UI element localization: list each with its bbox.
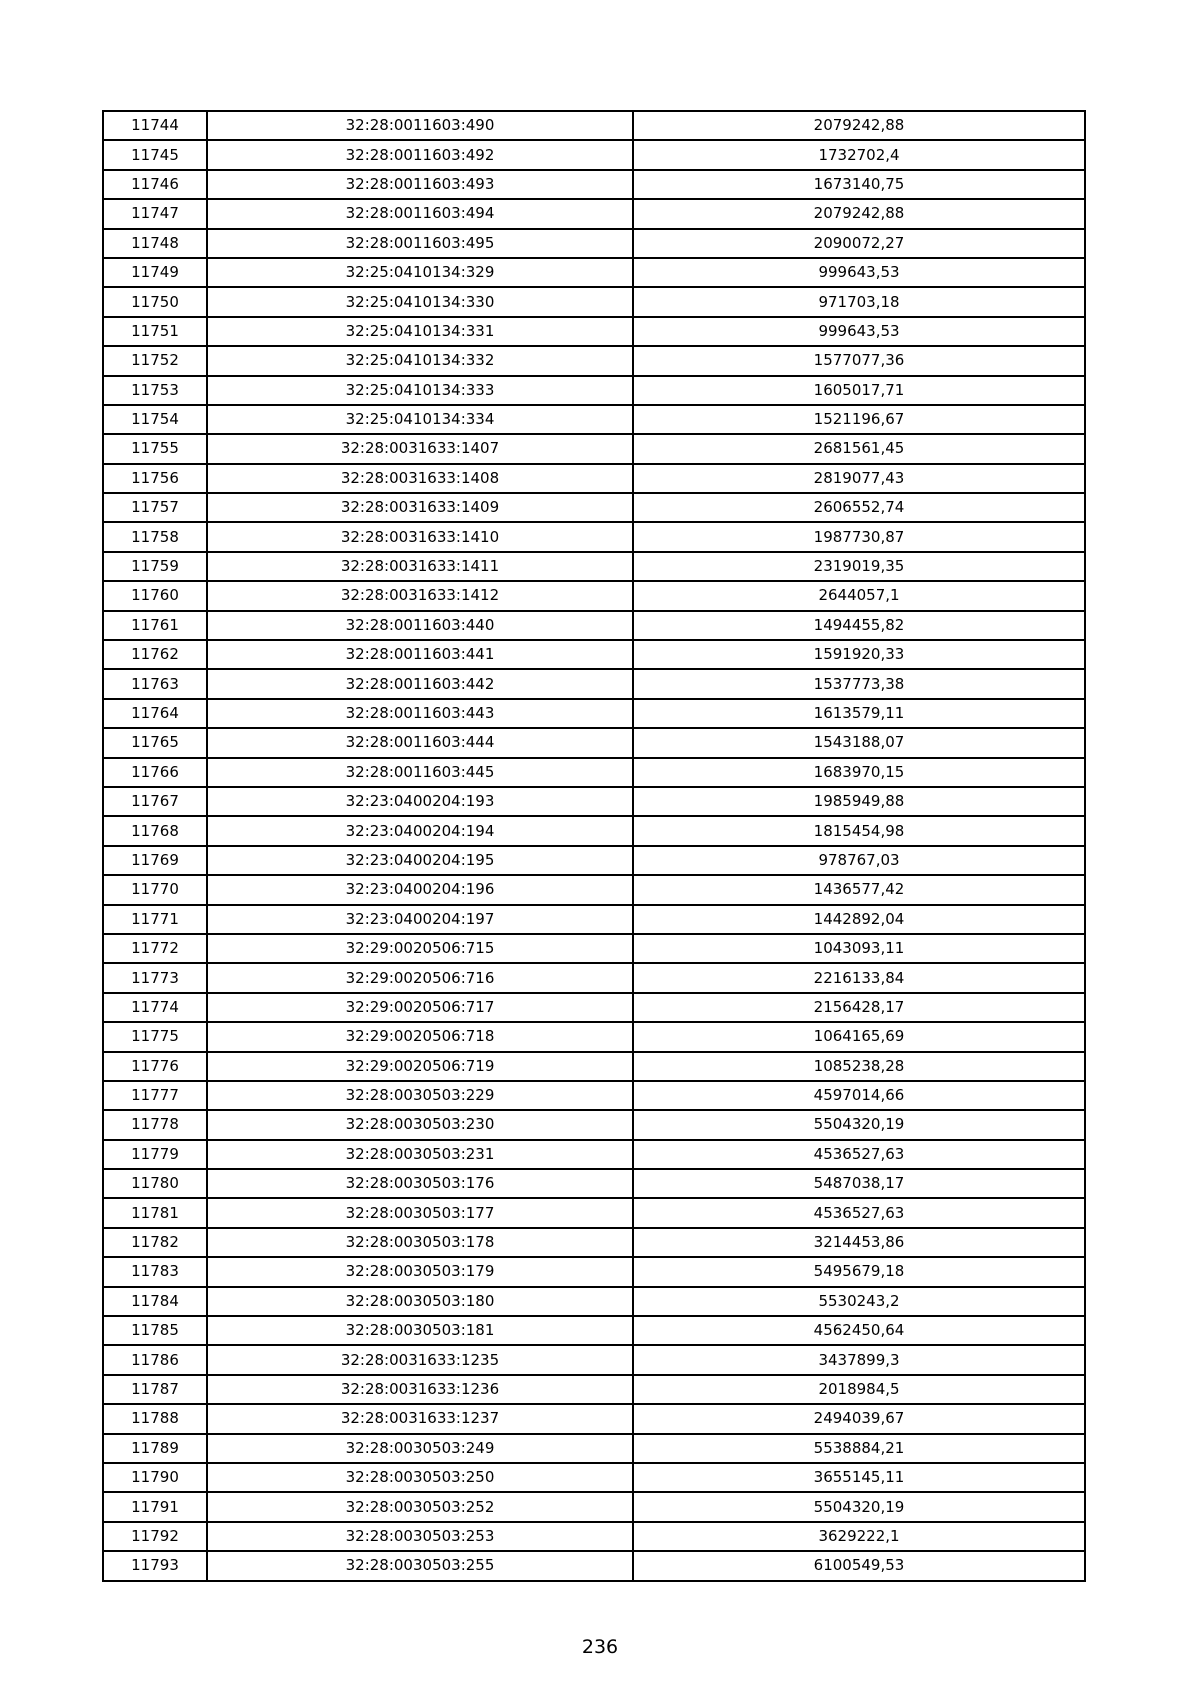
table-row xyxy=(103,1375,1085,1404)
table-row xyxy=(103,464,1085,493)
value-cell: 3655145,11 xyxy=(633,1463,1085,1492)
value-cell: 2156428,17 xyxy=(633,993,1085,1022)
value-cell: 5538884,21 xyxy=(633,1434,1085,1463)
value-cell: 1085238,28 xyxy=(633,1052,1085,1081)
table-row xyxy=(103,170,1085,199)
cadastral-number-cell: 32:28:0030503:255 xyxy=(207,1551,633,1580)
value-cell: 999643,53 xyxy=(633,258,1085,287)
row-index-cell: 11759 xyxy=(103,552,207,581)
cadastral-number-cell: 32:28:0011603:493 xyxy=(207,170,633,199)
table-row xyxy=(103,1551,1085,1580)
table-row xyxy=(103,1257,1085,1286)
value-cell: 1537773,38 xyxy=(633,669,1085,698)
value-cell: 1605017,71 xyxy=(633,376,1085,405)
cadastral-number-cell: 32:28:0030503:252 xyxy=(207,1492,633,1521)
value-cell: 1543188,07 xyxy=(633,728,1085,757)
row-index-cell: 11762 xyxy=(103,640,207,669)
row-index-cell: 11774 xyxy=(103,993,207,1022)
row-index-cell: 11788 xyxy=(103,1404,207,1433)
table-row xyxy=(103,1287,1085,1316)
cadastral-number-cell: 32:28:0011603:441 xyxy=(207,640,633,669)
row-index-cell: 11768 xyxy=(103,816,207,845)
table-row xyxy=(103,258,1085,287)
row-index-cell: 11769 xyxy=(103,846,207,875)
table-row xyxy=(103,787,1085,816)
table-row xyxy=(103,199,1085,228)
row-index-cell: 11785 xyxy=(103,1316,207,1345)
value-cell: 2681561,45 xyxy=(633,434,1085,463)
cadastral-number-cell: 32:28:0031633:1409 xyxy=(207,493,633,522)
cadastral-number-cell: 32:28:0011603:445 xyxy=(207,758,633,787)
cadastral-number-cell: 32:28:0031633:1410 xyxy=(207,522,633,551)
table-row xyxy=(103,875,1085,904)
cadastral-number-cell: 32:28:0030503:249 xyxy=(207,1434,633,1463)
cadastral-number-cell: 32:28:0011603:494 xyxy=(207,199,633,228)
value-cell: 2216133,84 xyxy=(633,963,1085,992)
value-cell: 5487038,17 xyxy=(633,1169,1085,1198)
row-index-cell: 11792 xyxy=(103,1522,207,1551)
table-row xyxy=(103,1492,1085,1521)
value-cell: 4536527,63 xyxy=(633,1140,1085,1169)
table-row xyxy=(103,963,1085,992)
row-index-cell: 11787 xyxy=(103,1375,207,1404)
cadastral-number-cell: 32:28:0030503:176 xyxy=(207,1169,633,1198)
cadastral-number-cell: 32:28:0030503:250 xyxy=(207,1463,633,1492)
row-index-cell: 11756 xyxy=(103,464,207,493)
row-index-cell: 11751 xyxy=(103,317,207,346)
cadastral-number-cell: 32:23:0400204:197 xyxy=(207,905,633,934)
table-row xyxy=(103,1434,1085,1463)
value-cell: 1683970,15 xyxy=(633,758,1085,787)
value-cell: 1613579,11 xyxy=(633,699,1085,728)
cadastral-number-cell: 32:28:0031633:1412 xyxy=(207,581,633,610)
table-row xyxy=(103,611,1085,640)
value-cell: 2644057,1 xyxy=(633,581,1085,610)
table-row xyxy=(103,1110,1085,1139)
cadastral-number-cell: 32:29:0020506:715 xyxy=(207,934,633,963)
value-cell: 1442892,04 xyxy=(633,905,1085,934)
value-cell: 1064165,69 xyxy=(633,1022,1085,1051)
value-cell: 2079242,88 xyxy=(633,199,1085,228)
table-row xyxy=(103,552,1085,581)
row-index-cell: 11775 xyxy=(103,1022,207,1051)
cadastral-number-cell: 32:28:0030503:230 xyxy=(207,1110,633,1139)
cadastral-number-cell: 32:28:0031633:1235 xyxy=(207,1345,633,1374)
row-index-cell: 11765 xyxy=(103,728,207,757)
row-index-cell: 11758 xyxy=(103,522,207,551)
table-row xyxy=(103,1522,1085,1551)
row-index-cell: 11780 xyxy=(103,1169,207,1198)
cadastral-number-cell: 32:28:0011603:444 xyxy=(207,728,633,757)
table-row xyxy=(103,846,1085,875)
value-cell: 5504320,19 xyxy=(633,1492,1085,1521)
table-row xyxy=(103,581,1085,610)
table-row xyxy=(103,1169,1085,1198)
table-row xyxy=(103,758,1085,787)
row-index-cell: 11771 xyxy=(103,905,207,934)
cadastral-number-cell: 32:25:0410134:330 xyxy=(207,287,633,316)
table-row xyxy=(103,493,1085,522)
cadastral-number-cell: 32:23:0400204:196 xyxy=(207,875,633,904)
page-number: 236 xyxy=(581,1636,619,1658)
value-cell: 3214453,86 xyxy=(633,1228,1085,1257)
cadastral-number-cell: 32:28:0011603:442 xyxy=(207,669,633,698)
row-index-cell: 11746 xyxy=(103,170,207,199)
row-index-cell: 11747 xyxy=(103,199,207,228)
row-index-cell: 11786 xyxy=(103,1345,207,1374)
value-cell: 4597014,66 xyxy=(633,1081,1085,1110)
cadastral-number-cell: 32:28:0030503:179 xyxy=(207,1257,633,1286)
table-row xyxy=(103,1316,1085,1345)
value-cell: 1815454,98 xyxy=(633,816,1085,845)
row-index-cell: 11790 xyxy=(103,1463,207,1492)
table-row xyxy=(103,1052,1085,1081)
cadastral-number-cell: 32:28:0030503:231 xyxy=(207,1140,633,1169)
cadastral-number-cell: 32:28:0011603:490 xyxy=(207,111,633,140)
table-row xyxy=(103,993,1085,1022)
table-row xyxy=(103,1228,1085,1257)
row-index-cell: 11791 xyxy=(103,1492,207,1521)
cadastral-number-cell: 32:28:0031633:1407 xyxy=(207,434,633,463)
table-row xyxy=(103,434,1085,463)
row-index-cell: 11763 xyxy=(103,669,207,698)
row-index-cell: 11777 xyxy=(103,1081,207,1110)
value-cell: 1043093,11 xyxy=(633,934,1085,963)
value-cell: 2018984,5 xyxy=(633,1375,1085,1404)
cadastral-number-cell: 32:28:0030503:253 xyxy=(207,1522,633,1551)
cadastral-number-cell: 32:28:0031633:1408 xyxy=(207,464,633,493)
cadastral-number-cell: 32:23:0400204:194 xyxy=(207,816,633,845)
table-row xyxy=(103,1081,1085,1110)
row-index-cell: 11750 xyxy=(103,287,207,316)
value-cell: 1521196,67 xyxy=(633,405,1085,434)
table-row xyxy=(103,1198,1085,1227)
row-index-cell: 11784 xyxy=(103,1287,207,1316)
value-cell: 1591920,33 xyxy=(633,640,1085,669)
value-cell: 1673140,75 xyxy=(633,170,1085,199)
cadastral-number-cell: 32:28:0031633:1237 xyxy=(207,1404,633,1433)
cadastral-number-cell: 32:28:0011603:440 xyxy=(207,611,633,640)
cadastral-number-cell: 32:23:0400204:195 xyxy=(207,846,633,875)
row-index-cell: 11772 xyxy=(103,934,207,963)
value-cell: 1985949,88 xyxy=(633,787,1085,816)
value-cell: 2606552,74 xyxy=(633,493,1085,522)
table-row xyxy=(103,405,1085,434)
value-cell: 2090072,27 xyxy=(633,229,1085,258)
value-cell: 4536527,63 xyxy=(633,1198,1085,1227)
row-index-cell: 11767 xyxy=(103,787,207,816)
row-index-cell: 11770 xyxy=(103,875,207,904)
cadastral-number-cell: 32:25:0410134:333 xyxy=(207,376,633,405)
cadastral-number-cell: 32:28:0011603:492 xyxy=(207,140,633,169)
cadastral-number-cell: 32:29:0020506:717 xyxy=(207,993,633,1022)
table-row xyxy=(103,140,1085,169)
cadastral-number-cell: 32:28:0030503:177 xyxy=(207,1198,633,1227)
value-cell: 999643,53 xyxy=(633,317,1085,346)
row-index-cell: 11749 xyxy=(103,258,207,287)
value-cell: 978767,03 xyxy=(633,846,1085,875)
row-index-cell: 11754 xyxy=(103,405,207,434)
table-row xyxy=(103,229,1085,258)
table-row xyxy=(103,317,1085,346)
value-cell: 971703,18 xyxy=(633,287,1085,316)
row-index-cell: 11748 xyxy=(103,229,207,258)
value-cell: 4562450,64 xyxy=(633,1316,1085,1345)
value-cell: 5495679,18 xyxy=(633,1257,1085,1286)
table-row xyxy=(103,905,1085,934)
row-index-cell: 11793 xyxy=(103,1551,207,1580)
row-index-cell: 11753 xyxy=(103,376,207,405)
cadastral-number-cell: 32:23:0400204:193 xyxy=(207,787,633,816)
table-row xyxy=(103,669,1085,698)
cadastral-number-cell: 32:25:0410134:334 xyxy=(207,405,633,434)
table-row xyxy=(103,699,1085,728)
table-row xyxy=(103,934,1085,963)
value-cell: 1987730,87 xyxy=(633,522,1085,551)
row-index-cell: 11781 xyxy=(103,1198,207,1227)
row-index-cell: 11745 xyxy=(103,140,207,169)
row-index-cell: 11757 xyxy=(103,493,207,522)
cadastral-number-cell: 32:28:0030503:180 xyxy=(207,1287,633,1316)
value-cell: 1732702,4 xyxy=(633,140,1085,169)
table-row xyxy=(103,1022,1085,1051)
table-row xyxy=(103,728,1085,757)
cadastral-number-cell: 32:29:0020506:716 xyxy=(207,963,633,992)
table-row xyxy=(103,376,1085,405)
cadastral-number-cell: 32:25:0410134:331 xyxy=(207,317,633,346)
row-index-cell: 11783 xyxy=(103,1257,207,1286)
row-index-cell: 11782 xyxy=(103,1228,207,1257)
cadastral-number-cell: 32:25:0410134:332 xyxy=(207,346,633,375)
cadastral-number-cell: 32:28:0030503:178 xyxy=(207,1228,633,1257)
value-cell: 5504320,19 xyxy=(633,1110,1085,1139)
row-index-cell: 11761 xyxy=(103,611,207,640)
value-cell: 2819077,43 xyxy=(633,464,1085,493)
row-index-cell: 11778 xyxy=(103,1110,207,1139)
cadastral-number-cell: 32:29:0020506:718 xyxy=(207,1022,633,1051)
cadastral-number-cell: 32:28:0011603:443 xyxy=(207,699,633,728)
row-index-cell: 11776 xyxy=(103,1052,207,1081)
table-row xyxy=(103,816,1085,845)
cadastral-number-cell: 32:28:0011603:495 xyxy=(207,229,633,258)
table-row xyxy=(103,287,1085,316)
cadastral-number-cell: 32:28:0030503:181 xyxy=(207,1316,633,1345)
table-row xyxy=(103,1345,1085,1374)
value-cell: 5530243,2 xyxy=(633,1287,1085,1316)
value-cell: 2079242,88 xyxy=(633,111,1085,140)
cadastral-number-cell: 32:28:0031633:1411 xyxy=(207,552,633,581)
value-cell: 3437899,3 xyxy=(633,1345,1085,1374)
cadastral-number-cell: 32:25:0410134:329 xyxy=(207,258,633,287)
value-cell: 1436577,42 xyxy=(633,875,1085,904)
row-index-cell: 11744 xyxy=(103,111,207,140)
table-row xyxy=(103,1404,1085,1433)
value-cell: 1577077,36 xyxy=(633,346,1085,375)
value-cell: 2494039,67 xyxy=(633,1404,1085,1433)
row-index-cell: 11789 xyxy=(103,1434,207,1463)
cadastral-number-cell: 32:28:0031633:1236 xyxy=(207,1375,633,1404)
table-body xyxy=(103,111,1085,1581)
row-index-cell: 11764 xyxy=(103,699,207,728)
table-row xyxy=(103,111,1085,140)
value-cell: 6100549,53 xyxy=(633,1551,1085,1580)
value-cell: 2319019,35 xyxy=(633,552,1085,581)
row-index-cell: 11755 xyxy=(103,434,207,463)
data-table xyxy=(102,110,1086,1582)
table-row xyxy=(103,1140,1085,1169)
row-index-cell: 11773 xyxy=(103,963,207,992)
row-index-cell: 11779 xyxy=(103,1140,207,1169)
value-cell: 3629222,1 xyxy=(633,1522,1085,1551)
table-row xyxy=(103,1463,1085,1492)
value-cell: 1494455,82 xyxy=(633,611,1085,640)
table-row xyxy=(103,346,1085,375)
table-row xyxy=(103,522,1085,551)
row-index-cell: 11760 xyxy=(103,581,207,610)
cadastral-number-cell: 32:29:0020506:719 xyxy=(207,1052,633,1081)
row-index-cell: 11766 xyxy=(103,758,207,787)
cadastral-number-cell: 32:28:0030503:229 xyxy=(207,1081,633,1110)
row-index-cell: 11752 xyxy=(103,346,207,375)
table-row xyxy=(103,640,1085,669)
